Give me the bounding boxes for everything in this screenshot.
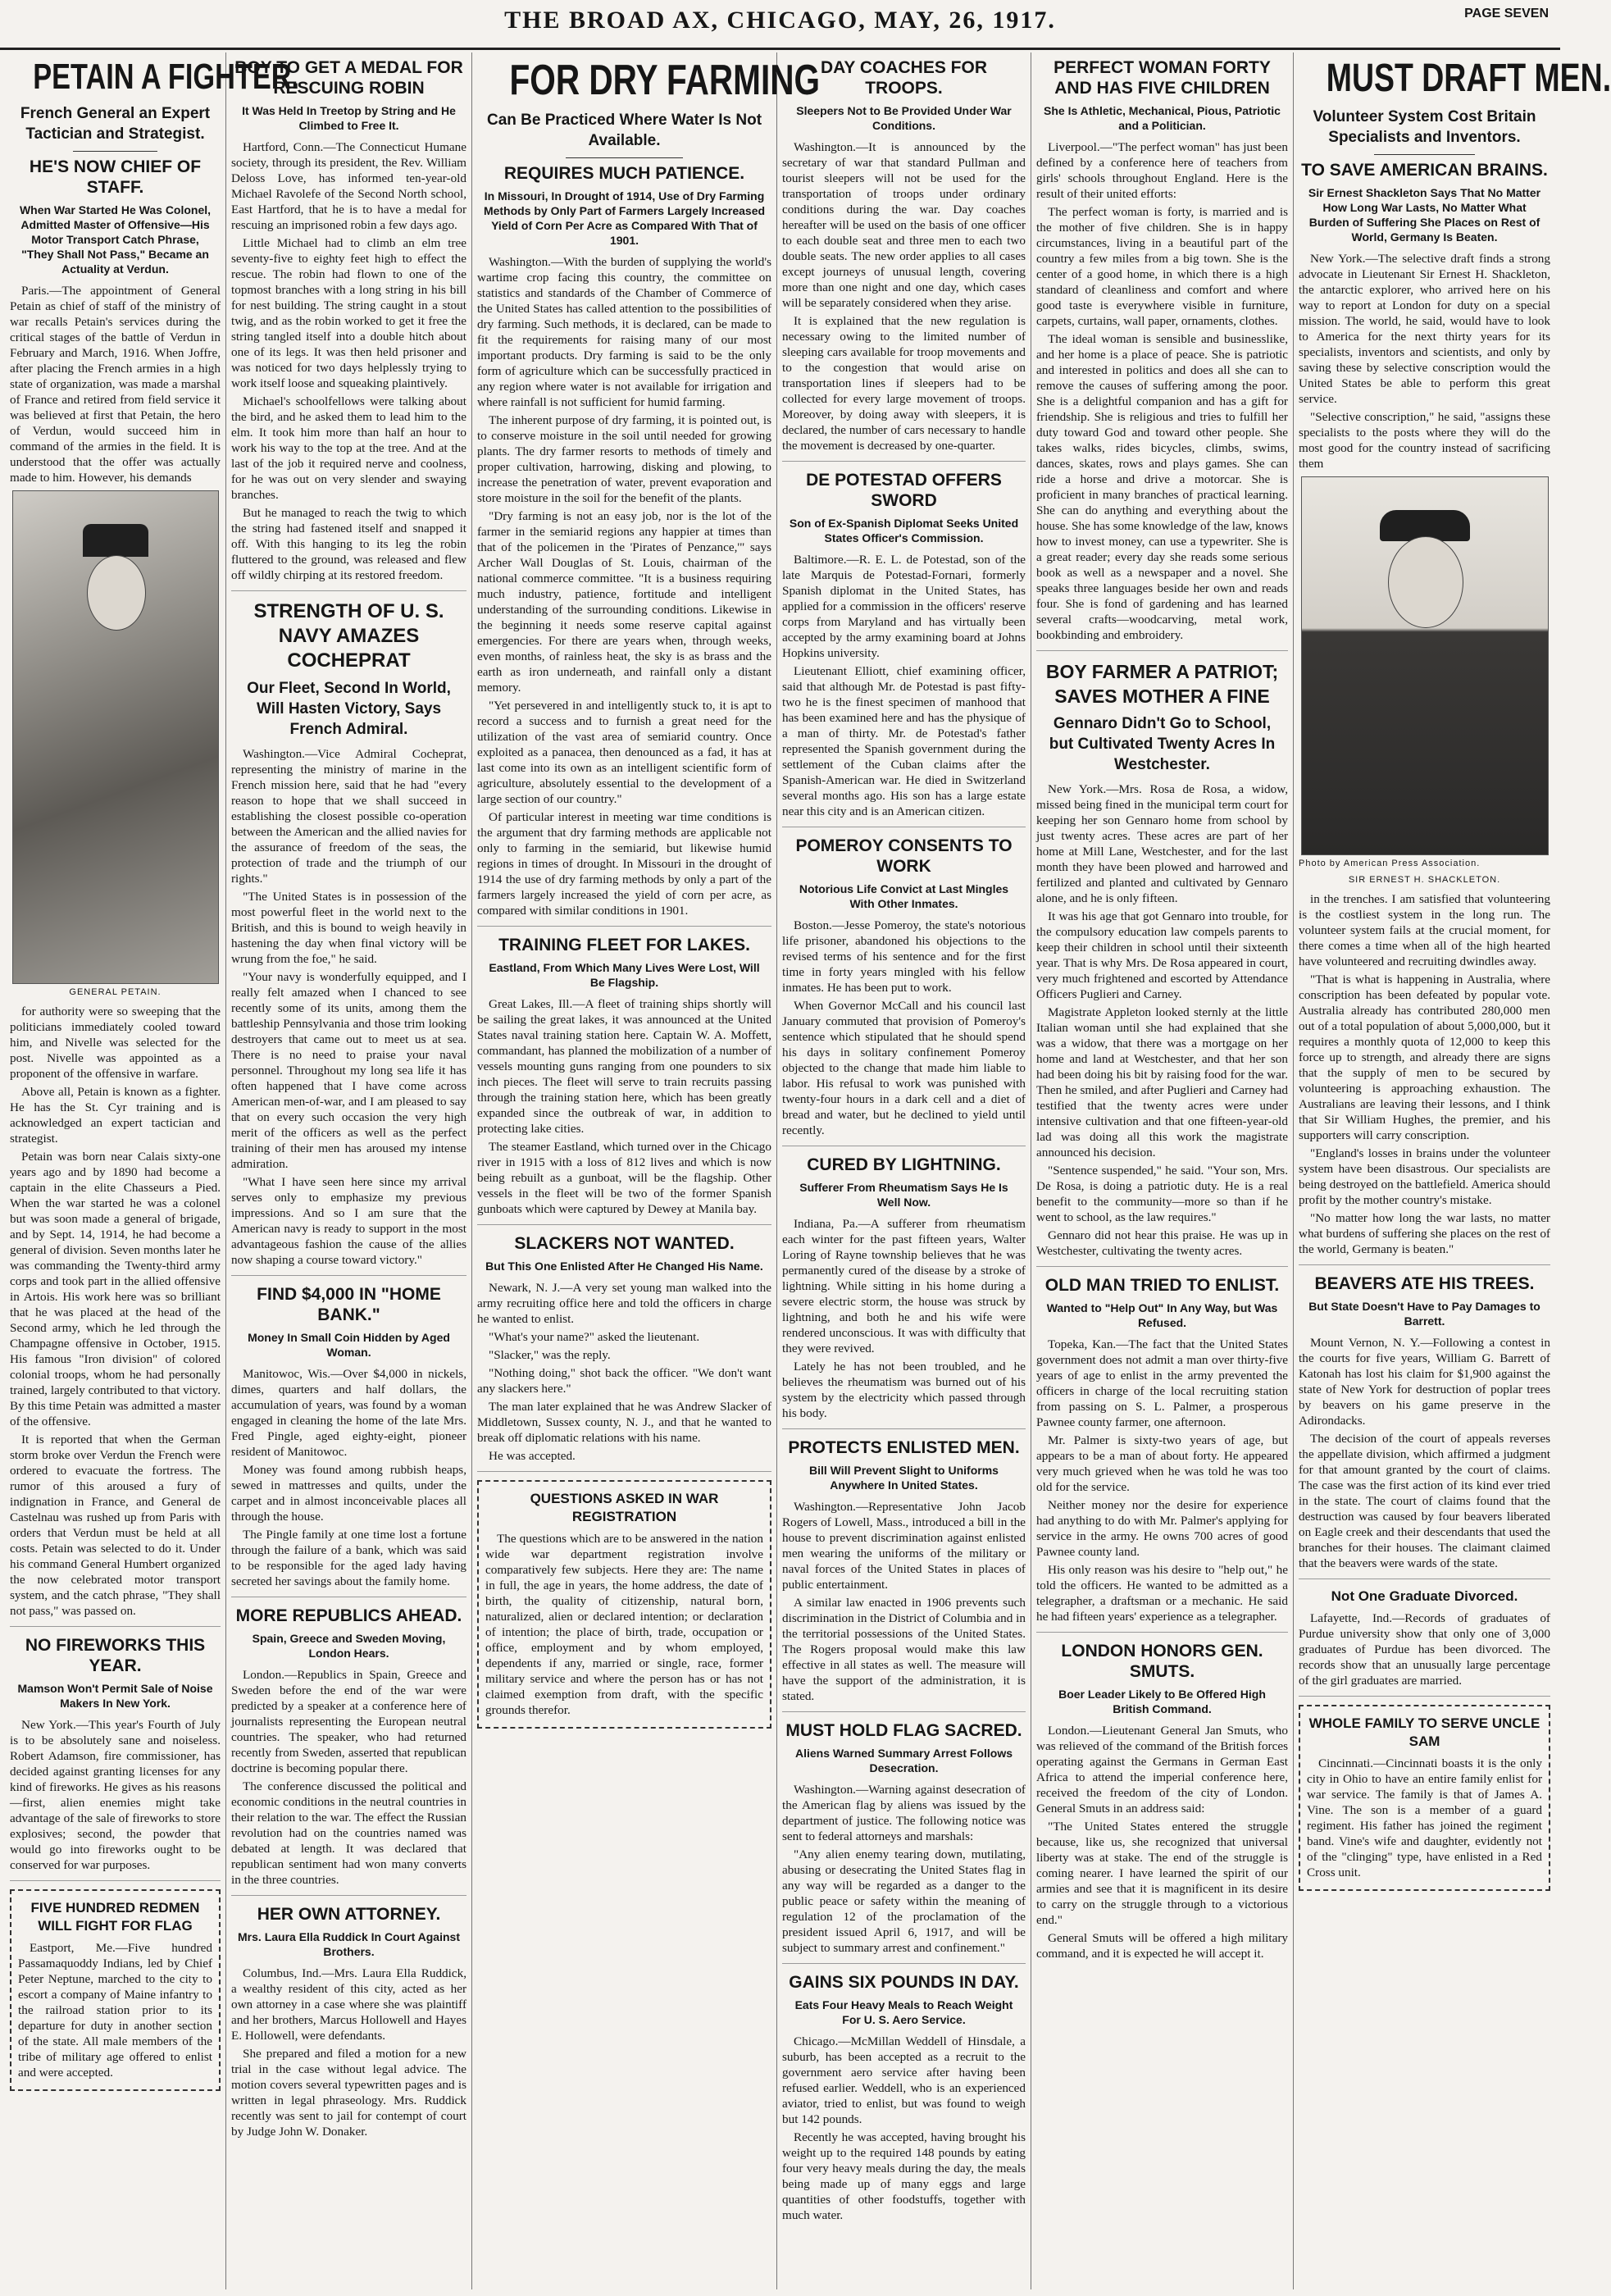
- paragraph: She prepared and filed a motion for a new trial in the case without legal advice. The motion covers several typewritten pages and is written in legal phraseology. Mrs. Ruddick recently was sent to jail for contempt of court by Judge John W. Donaker.: [231, 2047, 466, 2139]
- subhead: REQUIRES MUCH PATIENCE.: [503, 164, 745, 183]
- paragraph: Lately he has not been troubled, and he believes the rheumatism was burned out of his system by the electricity which passed through his body.: [782, 1360, 1026, 1420]
- story-attorney: [231, 1904, 466, 2147]
- story-slackers: [477, 1233, 771, 1472]
- story-must-draft: [1299, 57, 1611, 1265]
- paragraph: Chicago.—McMillan Weddell of Hinsdale, a suburb, has been accepted as a recruit to the government aero service after having been refused earlier. Weddell, who is an experienced aviator, tried to enlist, but was found to weigh but 142 pounds.: [782, 2034, 1026, 2126]
- columns: [5, 52, 1611, 2291]
- deck: Notorious Life Convict at Last Mingles With Other Inmates.: [799, 882, 1009, 910]
- deck: When War Started He Was Colonel, Admitted Master of Offensive—His Motor Transport Catch Phrase, "They Shall Not Pass," Became an Actuality at Verdun.: [19, 203, 212, 276]
- paragraph: "Nothing doing," shot back the officer. "We don't want any slackers here.": [477, 1366, 771, 1396]
- story-divorced: [1299, 1588, 1550, 1697]
- story-boy-farmer: [1036, 659, 1288, 1267]
- paragraph: The decision of the court of appeals reverses the appellate division, which affirmed a judgment for that amount granted by the court of claims. The case was the first action of its kind ever tried in the state. The court of claims found that the destruction was caused by four beavers liberated on Eagle creek and their descendants that used the branches for their houses. The claimant claimed that the beavers were wards of the state.: [1299, 1432, 1550, 1570]
- headline: PERFECT WOMAN FORTY AND HAS FIVE CHILDREN: [1054, 58, 1271, 98]
- story-pomeroy: [782, 836, 1026, 1146]
- paragraph: for authority were so sweeping that the politicians immediately cooled toward him, and Nivelle was selected for the post. Nivelle was appointed as a proponent of the offensive in warfare.: [10, 1004, 221, 1081]
- paragraph: Washington.—Vice Admiral Cocheprat, representing the ministry of marine in the French mission here, said that he had "every reason to hope that we shall succeed in establishing the closest possible co-operation between the American and the allied navies for the assurance of freedom of the seas, the protection of trade and the triumph of our rights.": [231, 747, 466, 886]
- deck: She Is Athletic, Mechanical, Pious, Patriotic and a Politician.: [1044, 104, 1281, 132]
- paragraph: "Slacker," was the reply.: [489, 1348, 611, 1362]
- paragraph: The conference discussed the political and economic conditions in the neutral countries in their relation to the war. The effect the Russian revolution had on the countries named was debated at length. It was declared that republican sentiment had won many converts in the three countries.: [231, 1779, 466, 1887]
- paragraph: "No matter how long the war lasts, no matter what burdens of suffering she places on the rest of the world, Germany is beaten.": [1299, 1211, 1550, 1256]
- story-home-bank: [231, 1284, 466, 1597]
- deck: Wanted to "Help Out" In Any Way, but Was Refused.: [1046, 1301, 1278, 1329]
- divider: [1374, 154, 1475, 155]
- deck: Son of Ex-Spanish Diplomat Seeks United States Officer's Commission.: [789, 517, 1019, 544]
- paragraph: London.—Republics in Spain, Greece and Sweden before the end of the war were predicted by a speaker at a conference here of journalists representing the European neutral countries. The speaker, who had returned recently from Sweden, asserted that republican doctrine is becoming popular there.: [231, 1668, 466, 1775]
- paragraph: Recently he was accepted, having brought his weight up to the required 148 pounds by eating four very heavy meals during the day, the meals being made up of many eggs and large quantities of other foodstuffs, together with much water.: [782, 2130, 1026, 2222]
- paragraph: A similar law enacted in 1906 prevents such discrimination in the District of Columbia and in the territorial possessions of the United States. The Rogers proposal would make this law effective in all states as well. The measure will have the support of the administration, it is stated.: [782, 1596, 1026, 1703]
- paragraph: Cincinnati.—Cincinnati boasts it is the only city in Ohio to have an entire family enlist for war service. The family is that of James A. Vine. The son is a member of a guard regiment. His father has joined the regiment band. Vine's wife and daughter, evidently not of the "clinging" type, have enlisted in a Red Cross unit.: [1307, 1756, 1542, 1879]
- deck: Boer Leader Likely to Be Offered High British Command.: [1058, 1688, 1266, 1715]
- deck: But State Doesn't Have to Pay Damages to Barrett.: [1308, 1300, 1540, 1328]
- headline: Not One Graduate Divorced.: [1331, 1588, 1518, 1604]
- paragraph: Liverpool.—"The perfect woman" has just been defined by a conference here of teachers from girls' schools throughout England. Here is the result of their united efforts:: [1036, 140, 1288, 201]
- paragraph: in the trenches. I am satisfied that volunteering is the costliest system in the long run. The volunteer system fails at the crucial moment, for there comes a time when all of the high hearted have volunteered and recruiting dwindles away.: [1299, 892, 1550, 968]
- paragraph: Washington.—It is announced by the secretary of war that standard Pullman and tourist sleepers will not be used for the transportation of troops under ordinary conditions during the war. Day coaches hereafter will be used on the basis of one officer to each double seat and three men to each two double seats. The new order applies to all cases except journeys of unusual length, covering more than one night and one day, which cases will be separately considered when they arise.: [782, 140, 1026, 310]
- headline: DE POTESTAD OFFERS SWORD: [806, 471, 1002, 510]
- column-3: [472, 52, 821, 2289]
- deck: Sleepers Not to Be Provided Under War Conditions.: [796, 104, 1012, 132]
- deck: French General an Expert Tactician and Strategist.: [20, 105, 211, 143]
- paragraph: Paris.—The appointment of General Petain as chief of staff of the ministry of war recalls Petain's services during the critical stages of the battle of Verdun in February and March, 1916. When Joffre, after placing the French armies in a high state of organization, was made a marshal of France and retired from field service it was believed at first that Petain, the hero of Verdun, would succeed him in command of the armies in the field. It is understood that the offer was actually made to him. However, his demands: [10, 284, 221, 485]
- paragraph: Lafayette, Ind.—Records of graduates of Purdue university show that only one of 3,000 graduates of Purdue has been divorced. The records show that an unusually large percentage of the girl graduates are married.: [1299, 1611, 1550, 1688]
- paragraph: Indiana, Pa.—A sufferer from rheumatism each winter for the past fifteen years, Walter Loring of Rayne township believes that he was permanently cured of the disease by a stroke of lightning. While sitting in his home during a severe electric storm, the house was struck by lightning, and both he and his wife were rendered unconscious. It was with difficulty that they were revived.: [782, 1217, 1026, 1355]
- headline: LONDON HONORS GEN. SMUTS.: [1061, 1642, 1263, 1681]
- headline: FIVE HUNDRED REDMEN WILL FIGHT FOR FLAG: [30, 1900, 200, 1934]
- paragraph: Washington.—With the burden of supplying the world's wartime crop facing this country, the committee on statistics and standards of the Chamber of Commerce of the United States has called attention to the possibilities of dry farming. Such methods, it is declared, can be made to fit the requirements for raising many of our most important products. Dry farming is said to be the only form of agriculture which can be successfully practiced in any region where water is not available for irrigation and where rainfall is not sufficient for humid farming.: [477, 255, 771, 409]
- paragraph: It is reported that when the German storm broke over Verdun the French were ordered to evacuate the fortress. The rumor of this aroused a fury of indignation in France, and General de Castelnau was rushed up from Paris with orders that Verdun must be held at all costs. Petain was selected to do it. Under his command General Humbert organized the now celebrated motor transport system, and the catch phrase, "They shall not pass," was passed on.: [10, 1433, 221, 1618]
- paragraph: Of particular interest in meeting war time conditions is the argument that dry farming methods are applicable not only to farming in the semiarid, but likewise humid regions in times of drought. In Missouri in the drought of 1914 the use of dry farming methods by only a part of the farmers largely increased the yield of corn per acre, as compared with similar conditions in 1901.: [477, 810, 771, 918]
- paragraph: "Sentence suspended," he said. "Your son, Mrs. De Rosa, is doing a patriotic duty. He is a real benefit to the community—more so than if he went to school, as the law requires.": [1036, 1164, 1288, 1224]
- paragraph: Michael's schoolfellows were talking about the bird, and he asked them to lead him to the elm. It took him more than half an hour to work his way to the top at the tree. And at the last of the job it required nerve and coolness, for he was out on very slender and swaying branches.: [231, 394, 466, 502]
- paragraph: "The United States entered the struggle because, like us, she recognized that universal liberty was at stake. The end of the struggle is coming nearer. I have learned the spirit of our armies and see that it is magnificent in its desire to carry on the struggle through to a victorious end.": [1036, 1820, 1288, 1927]
- headline: TRAINING FLEET FOR LAKES.: [498, 936, 750, 954]
- deck: Sufferer From Rheumatism Says He Is Well Now.: [799, 1181, 1008, 1209]
- headline: BOY TO GET A MEDAL FOR RESCUING ROBIN: [234, 58, 463, 98]
- headline: POMEROY CONSENTS TO WORK: [795, 836, 1013, 876]
- deck: Can Be Practiced Where Water Is Not Available.: [486, 112, 762, 149]
- paragraph: "Selective conscription," he said, "assigns these specialists to the posts where they will do the most good for the country instead of sacrificing them: [1299, 410, 1550, 471]
- column-1: [5, 52, 300, 2289]
- deck: Money In Small Coin Hidden by Aged Woman.: [248, 1331, 450, 1359]
- paragraph: Above all, Petain is known as a fighter. He has the St. Cyr training and is acknowledged an expert tactician and strategist.: [10, 1085, 221, 1146]
- deck: It Was Held In Treetop by String and He Climbed to Free It.: [242, 104, 456, 132]
- headline: MUST DRAFT MEN.: [1326, 57, 1611, 100]
- story-flag: [782, 1720, 1026, 1964]
- paragraph: London.—Lieutenant General Jan Smuts, who was relieved of the command of the British forces operating against the Germans in German East Africa to attend the imperial conference here, received the freedom of the city of London. General Smuts in an address said:: [1036, 1724, 1288, 1815]
- photo-caption: SIR ERNEST H. SHACKLETON.: [1348, 875, 1501, 885]
- headline: MORE REPUBLICS AHEAD.: [235, 1606, 462, 1625]
- dateline: THE BROAD AX, CHICAGO, MAY, 26, 1917.: [504, 7, 1056, 34]
- paragraph: Baltimore.—R. E. L. de Potestad, son of the late Marquis de Potestad-Fornari, formerly Spanish diplomat in the United States, has applied for a commission in the officers' reserve corps from Maryland and has virtually been accepted by the army examining board at Johns Hopkins university.: [782, 553, 1026, 660]
- masthead: [0, 0, 1560, 50]
- paragraph: The perfect woman is forty, is married and is the mother of five children. She is in happy circumstances, living in a beautiful part of the country a few miles from a big town. She is the center of a good home, in which there is a high standard of cleanliness and comfort and where good taste is everywhere visible in furniture, carpets, curtains, wall paper, ornaments, clothes.: [1036, 205, 1288, 328]
- deck: Bill Will Prevent Slight to Uniforms Anywhere In United States.: [809, 1464, 999, 1492]
- paragraph: The inherent purpose of dry farming, it is pointed out, is to conserve moisture in the soil until needed for growing plants. The dry farmer resorts to methods of timely and proper cultivation, harrowing, disking and plowing, to increase the penetration of water, prevent evaporation and store moisture in the soil for the benefit of the plants.: [477, 413, 771, 505]
- paragraph: New York.—This year's Fourth of July is to be absolutely sane and noiseless. Robert Adamson, fire commissioner, has decided against granting licenses for any kind of fireworks. He gives as his reasons—first, alien enemies might take advantage of the sale of fireworks to store explosives; second, the powder that would go into fireworks ought to be conserved for war purposes.: [10, 1718, 221, 1872]
- headline: QUESTIONS ASKED IN WAR REGISTRATION: [530, 1491, 719, 1524]
- story-training-fleet: [477, 935, 771, 1225]
- deck: In Missouri, In Drought of 1914, Use of Dry Farming Methods by Only Part of Farmers Largely Increased Yield of Corn Per Acre as Compared With That of 1901.: [483, 189, 766, 247]
- story-fireworks: [10, 1635, 221, 1881]
- divider: [566, 157, 684, 158]
- headline: OLD MAN TRIED TO ENLIST.: [1044, 1276, 1280, 1295]
- deck: Mrs. Laura Ella Ruddick In Court Against Brothers.: [238, 1930, 460, 1958]
- story-whole-family: [1299, 1705, 1550, 1891]
- column-2: [226, 52, 472, 2289]
- paragraph: The Pingle family at one time lost a fortune through the failure of a bank, which was said to be responsible for the aged lady having secreted her savings about the family home.: [231, 1528, 466, 1588]
- paragraph: It was his age that got Gennaro into trouble, for the compulsory education law compels parents to keep their children in school until their sixteenth year. That is why Mrs. De Rosa appeared in court, very much frightened and escorted by Attendance Officers Puglieri and Carney.: [1036, 909, 1288, 1001]
- story-dry-farming: [477, 57, 821, 927]
- story-beavers: [1299, 1273, 1550, 1579]
- story-six-pounds: [782, 1972, 1026, 2230]
- deck: But This One Enlisted After He Changed His Name.: [485, 1260, 763, 1273]
- paragraph: Mount Vernon, N. Y.—Following a contest in the courts for five years, William G. Barrett of Katonah has lost his claim for $1,900 against the state of New York for destruction of poplar trees by beavers on his game preserve in the Adirondacks.: [1299, 1336, 1550, 1428]
- paragraph: "Any alien enemy tearing down, mutilating, abusing or desecrating the United States flag in any way will be regarded as a danger to the public peace or safety within the meaning of regulation 12 of the proclamation of the president issued April 6, 1917, and will be subject to summary arrest and confinement.": [782, 1847, 1026, 1955]
- paragraph: The steamer Eastland, which turned over in the Chicago river in 1915 with a loss of 812 lives and which is now being rebuilt as a gunboat, will be the flagship. Other vessels in the fleet will be two of the former Spanish gunboats which were captured by Dewey at Manila bay.: [477, 1140, 771, 1216]
- paragraph: New York.—Mrs. Rosa de Rosa, a widow, missed being fined in the municipal term court for keeping her son Gennaro home from school by just twenty acres. These acres are part of her home at Mill Lane, Westchester, and for the last month they have been plowed and harrowed and fertilized and planted and cultivated by Gennaro alone, and he is only fifteen.: [1036, 782, 1288, 905]
- portrait-face: [87, 555, 146, 631]
- paragraph: Great Lakes, Ill.—A fleet of training ships shortly will be sailing the great lakes, it was announced at the United States naval training station here. Captain W. A. Moffett, commandant, has planned the mobilization of a number of vessels mounting guns ranging from one pounders to six inch pieces. The fleet will serve to train recruits passing through the training station here, which has been greatly expanded since the outbreak of war, in addition to protecting lake cities.: [477, 997, 771, 1136]
- paragraph: Petain was born near Calais sixty-one years ago and by 1890 had become a captain in the elite Chasseurs a Pied. When the war started he was a colonel but was soon made a general of brigade, and by Sept. 14, 1914, he had become a general of division. Seven months later he was commanding the Twenty-third army corps and took part in the allied offensive in Artois. His work here was so brilliant that he was placed at the head of the Second army, which he led through the Champagne offensive in October, 1915. His famous "Iron division" of colored colonial troops, whom he had personally trained, largely contributed to that victory. By this time Petain was admitted a master of the offensive.: [10, 1150, 221, 1428]
- paragraph: "England's losses in brains under the volunteer system have been disastrous. Our specialists are being destroyed on the battlefield. America should profit by the mother country's mistake.: [1299, 1146, 1550, 1207]
- deck: Volunteer System Cost Britain Specialists and Inventors.: [1313, 108, 1536, 146]
- portrait-face: [1388, 536, 1463, 628]
- paragraph: Lieutenant Elliott, chief examining officer, said that although Mr. de Potestad is past fifty-two he is the finest specimen of manhood that has been examined here and has the physique of a man of thirty. Mr. de Potestad's father represented the Spanish government during the settlement of the Cuban claims after the Spanish-American war. He died in Switzerland several months ago. His son has a large estate near this city and is an American citizen.: [782, 664, 1026, 818]
- headline: PROTECTS ENLISTED MEN.: [788, 1438, 1020, 1457]
- paragraph: Columbus, Ind.—Mrs. Laura Ella Ruddick, a wealthy resident of this city, acted as her own attorney in a case where she was plaintiff and her brothers, Marcus Hollowell and Hayes E. Hollowell, were defendants.: [231, 1966, 466, 2043]
- deck: Mamson Won't Permit Sale of Noise Makers In New York.: [17, 1682, 213, 1710]
- paragraph: But he managed to reach the twig to which the string had fastened itself and snapped it off. With this hanging to its leg the robin fluttered to the ground, was released and flew off wildly chirping at its restored freedom.: [231, 506, 466, 582]
- paragraph: Mr. Palmer is sixty-two years of age, but appears to be a man of about forty. He appeared very much grieved when he was told he was too old for the service.: [1036, 1433, 1288, 1494]
- paragraph: The questions which are to be answered in the nation wide war department registration involve comparatively few subjects. Here they are: The name in full, the age in years, the home address, the date of birth, the quality of citizenship, natural born, naturalized, alien or declared intention; or declaration of intention; the place of birth, trade, occupation or office, employment and by whom employed, dependents if any, married or single, race, former military service and where the person has or has not claimed exemption from draft, with the specific grounds therefor.: [485, 1532, 763, 1717]
- paragraph: The man later explained that he was Andrew Slacker of Middletown, Sussex county, N. J., and that he wanted to break off diplomatic relations with his name.: [477, 1400, 771, 1445]
- column-5: [1031, 52, 1294, 2289]
- headline: GAINS SIX POUNDS IN DAY.: [789, 1973, 1019, 1992]
- paragraph: "That is what is happening in Australia, where conscription has been defeated by popular vote. Australia already has contributed 280,000 men out of a total population of about 5,000,000, but it requires a monthly quota of 12,000 to keep this force up to strength, and already there are signs that the supply of men to be secured by volunteering is approaching exhaustion. The Australians are leaving their lessons, and I think that Sir William Hughes, the premier, and his supporters will carry conscription.: [1299, 973, 1550, 1142]
- story-republics: [231, 1606, 466, 1896]
- paragraph: When Governor McCall and his council last January commuted that provision of Pomeroy's sentence which stipulated that he should spend his days in solitary confinement Pomeroy objected to the change that made him liable to labor. His refusal to work was punished with twenty-four hours in a dark cell and a diet of bread and water, but he declined to yield until recently.: [782, 999, 1026, 1137]
- column-4: [777, 52, 1031, 2289]
- subhead: TO SAVE AMERICAN BRAINS.: [1301, 161, 1548, 180]
- paragraph: "What I have seen here since my arrival serves only to emphasize my previous impressions. And so I am sure that the American navy is ready to support in the most advantageous fashion the cause of the allies now shaping a course toward victory.": [231, 1175, 466, 1267]
- shackleton-photo: [1301, 476, 1549, 855]
- story-enlisted-men: [782, 1437, 1026, 1712]
- paragraph: Magistrate Appleton looked sternly at the little Italian woman until she had explained that she was a widow, that there was a mortgage on her home and land at Westchester, and that her son had been doing his bit by raising food for the war. Then he smiled, and after Puglieri and Carney had testified that the twenty acres were under intensive cultivation and that one fifteen-year-old lad was doing all this work the magistrate announced his decision.: [1036, 1005, 1288, 1159]
- deck: Gennaro Didn't Go to School, but Cultivated Twenty Acres In Westchester.: [1049, 715, 1276, 773]
- page-number: PAGE SEVEN: [1464, 7, 1549, 20]
- deck: Spain, Greece and Sweden Moving, London Hears.: [252, 1632, 446, 1660]
- paragraph: His only reason was his desire to "help out," he told the officers. He wanted to be admitted as a telegrapher, a draftsman or a mechanic. He said he had fifteen years' experience as a telegrapher.: [1036, 1563, 1288, 1624]
- paragraph: New York.—The selective draft finds a strong advocate in Lieutenant Sir Ernest H. Shackleton, the antarctic explorer, who arrived here on his way to report at London for duty on a special mission. The world, he said, would have to look to America for the next thirty years for its specialists, inventors and scientists, and only by saving these by selective conscription would the United States be able to perform this great service.: [1299, 252, 1550, 406]
- headline: FOR DRY FARMING: [509, 57, 821, 104]
- paragraph: "Dry farming is not an easy job, nor is the lot of the farmer in the semiarid regions any happier at times than that of the policemen in the 'Pirates of Penzance,'" says Archer Wall Douglas of St. Louis, chairman of the national commerce committee. "It is a business requiring much industry, patience, fortitude and intelligent understanding of the surrounding conditions. Likewise in the beginning it needs some reserve capital against emergencies. For there are years when, through weeks, even months, of rainless heat, the sky is as brass and the earth as iron underneath, and rainfall only a distant memory.: [477, 509, 771, 695]
- photo-caption: GENERAL PETAIN.: [69, 987, 162, 997]
- column-6: [1294, 52, 1611, 2289]
- paragraph: It is explained that the new regulation is necessary owing to the limited number of sleeping cars available for troop movements and to the congestion that would arise on transportation lines if sleepers had to be collected for every large movement of troops. Moreover, by doing away with sleepers, it is declared, the number of cars necessary to handle the movement is decreased by one-quarter.: [782, 314, 1026, 453]
- deck: Sir Ernest Shackleton Says That No Matter How Long War Lasts, No Matter What Burden of Suffering She Places on Rest of World, Germany Is Beaten.: [1308, 186, 1541, 244]
- deck: Aliens Warned Summary Arrest Follows Desecration.: [794, 1747, 1013, 1774]
- paragraph: Little Michael had to climb an elm tree seventy-five to eighty feet high to effect the rescue. The robin had flown to one of the topmost branches with a long string in his bill for nest building. The string caught in a stout twig, and as the robin worked to get it free the string tangled itself into a double hitch about one of its legs. It was then held prisoner and was noticed for two days helplessly trying to work itself loose and squeaking plaintively.: [231, 236, 466, 390]
- story-old-man: [1036, 1275, 1288, 1633]
- story-lightning: [782, 1155, 1026, 1429]
- paragraph: The ideal woman is sensible and businesslike, and her home is a place of peace. She is patriotic and interested in politics and does all she can to remove the causes of suffering among the poor. She is a delightful companion and has a gift for friendship. She is religious and tries to fulfill her duty toward God and toward other people. She takes walks, rides bicycles, climbs, swims, dances, skates, rows and plays games. She can ride a horse and drive a motorcar. She is proficient in many branches of practical learning. She can do anything and everything about the house. She has some knowledge of the law, knows how to invest money, can use a typewriter. She is a great reader; every day she reads some serious book as well as a newspaper and a novel. She speaks three languages beside her own and reads four. She is fond of gardening and has learned several crafts—woodcarving, metal work, bookbinding and embroidery.: [1036, 332, 1288, 642]
- paragraph: Money was found among rubbish heaps, sewed in mattresses and quilts, under the carpet and in almost inconceivable places all through the house.: [231, 1463, 466, 1524]
- paragraph: Gennaro did not hear this praise. He was up in Westchester, cultivating the twenty acres.: [1036, 1228, 1288, 1258]
- story-smuts: [1036, 1641, 1288, 1969]
- paragraph: Manitowoc, Wis.—Over $4,000 in nickels, dimes, quarters and half dollars, the accumulation of years, was found by a woman engaged in cleaning the home of the late Mrs. Fred Pingle, aged eighty-eight, pioneer resident of Manitowoc.: [231, 1367, 466, 1459]
- paragraph: Newark, N. J.—A very set young man walked into the army recruiting office here and told the officers in charge he wanted to enlist.: [477, 1281, 771, 1326]
- paragraph: Washington.—Warning against desecration of the American flag by aliens was issued by the department of justice. The following notice was sent to federal attorneys and marshals:: [782, 1783, 1026, 1843]
- deck: Eats Four Heavy Meals to Reach Weight For U. S. Aero Service.: [794, 1998, 1013, 2026]
- paragraph: Neither money nor the desire for experience had anything to do with Mr. Palmer's applying for service in the army. He owns 700 acres of good Pawnee county land.: [1036, 1498, 1288, 1559]
- paragraph: "Your navy is wonderfully equipped, and I really felt amazed when I chanced to see recently some of its units, among them the battleship Pennsylvania and those trim looking destroyers that came out to meet us at sea. There is no need to praise your naval personnel. Throughout my long sea life it has often happened that I have come across American men-of-war, and I am pleased to say that on every such occasion the very high merit of the officers as well as the perfect training of their men has aroused my intense admiration.: [231, 970, 466, 1171]
- headline: STRENGTH OF U. S. NAVY AMAZES COCHEPRAT: [253, 600, 444, 672]
- deck: Our Fleet, Second In World, Will Hasten Victory, Says French Admiral.: [247, 680, 451, 738]
- divider: [73, 151, 157, 152]
- story-day-coaches: [782, 57, 1026, 462]
- story-robin: [231, 57, 466, 591]
- deck: Eastland, From Which Many Lives Were Lost, Will Be Flagship.: [489, 961, 760, 989]
- headline: BEAVERS ATE HIS TREES.: [1314, 1274, 1535, 1293]
- paragraph: "Yet persevered in and intelligently stuck to, it is apt to record a success and to furnish a great need for the utilization of the vast area of semiarid country. Once exploited as a panacea, then denounced as a fad, it has at last come into its own as an intelligent scientific form of agriculture, absolutely essential to the development of a large section of our country.": [477, 699, 771, 806]
- headline: FIND $4,000 IN "HOME BANK.": [257, 1285, 441, 1324]
- headline: SLACKERS NOT WANTED.: [514, 1234, 735, 1253]
- paragraph: He was accepted.: [489, 1449, 576, 1463]
- story-perfect-woman: [1036, 57, 1288, 651]
- paragraph: Boston.—Jesse Pomeroy, the state's notorious life prisoner, abandoned his objections to the revised terms of his sentence and for the first time in forty years mingled with his fellow inmates. He has been put to work.: [782, 918, 1026, 995]
- headline: MUST HOLD FLAG SACRED.: [785, 1721, 1022, 1740]
- paragraph: General Smuts will be offered a high military command, and it is expected he will accept it.: [1036, 1931, 1288, 1961]
- paragraph: Topeka, Kan.—The fact that the United States government does not admit a man over thirty-five years of age to enlist in the army prevented the officers in charge of the local recruiting station from passing on S. L. Palmer, a prosperous Pawnee county farmer, one afternoon.: [1036, 1337, 1288, 1429]
- headline: WHOLE FAMILY TO SERVE UNCLE SAM: [1308, 1715, 1540, 1749]
- headline: PETAIN A FIGHTER.: [33, 57, 300, 97]
- story-navy: [231, 599, 466, 1276]
- headline: DAY COACHES FOR TROOPS.: [820, 58, 988, 98]
- story-war-registration: [477, 1480, 771, 1729]
- subhead: HE'S NOW CHIEF OF STAFF.: [29, 157, 202, 197]
- paragraph: Eastport, Me.—Five hundred Passamaquoddy Indians, led by Chief Peter Neptune, marched to the city to escort a company of Maine infantry to the railroad station prior to its departure for duty in another section of the state. All male members of the tribe of military age offered to enlist and were accepted.: [18, 1941, 212, 2080]
- story-de-potestad: [782, 470, 1026, 827]
- kepi-hat: [83, 524, 148, 557]
- general-petain-photo: [12, 490, 219, 984]
- photo-credit: Photo by American Press Association.: [1299, 859, 1481, 868]
- headline: CURED BY LIGHTNING.: [807, 1155, 1001, 1174]
- paragraph: "What's your name?" asked the lieutenant.: [489, 1330, 700, 1344]
- paragraph: "The United States is in possession of the most powerful fleet in the world next to the British, and this is bound to weigh heavily in hastening the day when final victory will be wrung from the foe," he said.: [231, 890, 466, 966]
- paragraph: Hartford, Conn.—The Connecticut Humane society, through its president, the Rev. William Deloss Love, has informed ten-year-old Michael Ravolefe of the Second North school, East Hartford, that he is to have a medal for rescuing an imprisoned robin a few days ago.: [231, 140, 466, 232]
- headline: NO FIREWORKS THIS YEAR.: [25, 1636, 206, 1675]
- headline: HER OWN ATTORNEY.: [257, 1905, 441, 1924]
- headline: BOY FARMER A PATRIOT; SAVES MOTHER A FINE: [1045, 661, 1279, 707]
- paragraph: Washington.—Representative John Jacob Rogers of Lowell, Mass., introduced a bill in the house to prevent discrimination against enlisted men wearing the uniforms of the military or naval forces of the United States in places of public entertainment.: [782, 1500, 1026, 1592]
- story-redmen: [10, 1889, 221, 2091]
- story-petain: [10, 57, 300, 1627]
